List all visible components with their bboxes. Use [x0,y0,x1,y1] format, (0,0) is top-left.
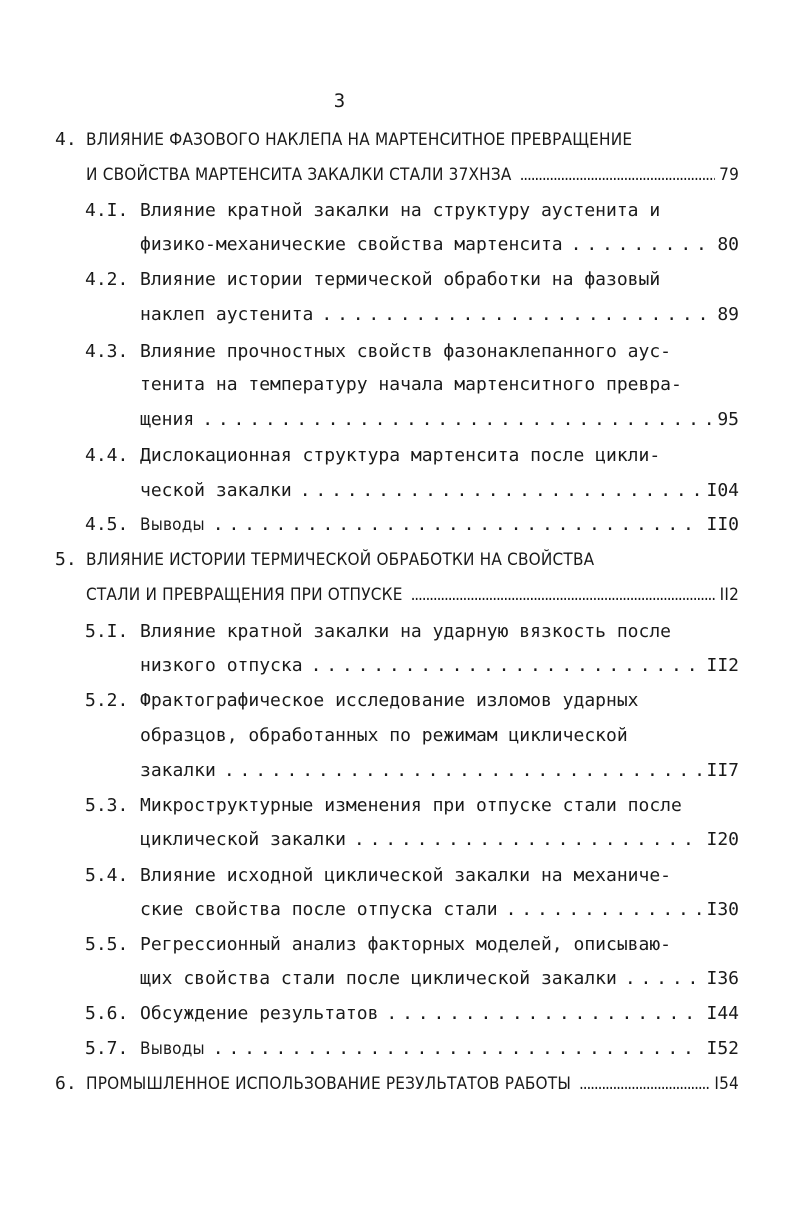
section-5-4-title-line2: ские свойства после отпуска стали [140,899,498,920]
section-4-3-title-line1: Влияние прочностных свойств фазонаклепанного аус- [140,341,672,362]
section-5-5-page: I36 [706,968,739,989]
section-4-1-title-line2: физико-механические свойства мартенсита [140,234,563,255]
section-5-3-title-line1: Микроструктурные изменения при отпуске стали после [140,795,682,816]
section-5-7-entry[interactable] [140,1034,739,1064]
chapter-6-page: I54 [714,1074,739,1094]
section-4-2-number: 4.2. [85,269,129,290]
section-4-1-entry[interactable] [140,230,739,260]
section-5-3-entry[interactable] [140,825,739,855]
section-5-6-entry[interactable] [140,999,739,1029]
section-4-3-page: 95 [717,409,739,430]
chapter-6-entry[interactable] [86,1069,739,1099]
chapter-6-number: 6. [55,1073,77,1094]
section-4-1-number: 4.I. [85,200,129,221]
chapter-4-number: 4. [55,129,77,150]
section-5-2-title-line3: закалки [140,760,216,781]
section-5-4-title-line1: Влияние исходной циклической закалки на механиче- [140,865,672,886]
chapter-4-title-line1: ВЛИЯНИЕ ФАЗОВОГО НАКЛЕПА НА МАРТЕНСИТНОЕ ПРЕВРАЩЕНИЕ [86,130,633,150]
dot-leader [579,1069,710,1099]
section-5-2-title-line2: образцов, обработанных по режимам циклической [140,725,628,746]
section-5-6-page: I44 [706,1003,739,1024]
section-5-2-number: 5.2. [85,690,129,711]
dot-leader [411,580,716,610]
dot-leader [520,160,716,190]
chapter-4-page: 79 [719,165,739,185]
section-5-5-title-line2: щих свойства стали после циклической закалки [140,968,617,989]
dot-leader [321,300,713,330]
dot-leader [506,895,703,925]
section-4-5-number: 4.5. [85,514,129,535]
section-4-5-title: Выводы [140,515,205,535]
section-4-3-number: 4.3. [85,341,129,362]
dot-leader [213,1034,703,1064]
section-4-4-entry[interactable] [140,476,739,506]
section-4-5-entry[interactable] [140,510,739,540]
chapter-5-title-line2: СТАЛИ И ПРЕВРАЩЕНИЯ ПРИ ОТПУСКЕ [86,585,403,605]
section-5-3-page: I20 [706,829,739,850]
section-5-3-title-line2: циклической закалки [140,829,346,850]
page-number: 3 [333,90,346,112]
section-5-1-title-line2: низкого отпуска [140,655,303,676]
dot-leader [386,999,702,1029]
section-4-3-entry[interactable] [140,405,739,435]
chapter-6-title: ПРОМЫШЛЕННОЕ ИСПОЛЬЗОВАНИЕ РЕЗУЛЬТАТОВ РАБОТЫ [86,1074,572,1094]
section-4-2-page: 89 [717,304,739,325]
section-4-3-title-line3: щения [140,409,195,430]
section-5-1-page: II2 [706,655,739,676]
section-4-2-title-line1: Влияние истории термической обработки на фазовый [140,269,661,290]
section-5-2-entry[interactable] [140,756,739,786]
chapter-4-entry[interactable] [86,160,739,190]
section-4-1-page: 80 [717,234,739,255]
dot-leader [625,964,703,994]
section-5-3-number: 5.3. [85,795,129,816]
section-5-1-number: 5.I. [85,621,129,642]
section-5-2-page: II7 [706,760,739,781]
section-5-6-title: Обсуждение результатов [140,1003,379,1024]
section-5-5-entry[interactable] [140,964,739,994]
dot-leader [311,651,703,681]
section-4-1-title-line1: Влияние кратной закалки на структуру аустенита и [140,200,661,221]
section-4-2-title-line2: наклеп аустенита [140,304,314,325]
dot-leader [213,510,703,540]
chapter-4-title-line2: И СВОЙСТВА МАРТЕНСИТА ЗАКАЛКИ СТАЛИ 37ХНЗА [86,165,512,185]
dot-leader [224,756,703,786]
section-4-4-page: I04 [706,480,739,501]
section-4-4-number: 4.4. [85,445,129,466]
section-5-1-entry[interactable] [140,651,739,681]
section-5-4-number: 5.4. [85,865,129,886]
chapter-5-number: 5. [55,549,77,570]
chapter-5-entry[interactable] [86,580,739,610]
section-4-5-page: II0 [706,514,739,535]
section-5-2-title-line1: Фрактографическое исследование изломов ударных [140,690,639,711]
section-4-4-title-line2: ческой закалки [140,480,292,501]
section-5-7-page: I52 [706,1038,739,1059]
section-4-2-entry[interactable] [140,300,739,330]
chapter-5-page: II2 [719,585,739,605]
dot-leader [571,230,714,260]
section-5-4-page: I30 [706,899,739,920]
section-4-3-title-line2: тенита на температуру начала мартенситного превра- [140,374,682,395]
section-5-5-number: 5.5. [85,934,129,955]
chapter-5-title-line1: ВЛИЯНИЕ ИСТОРИИ ТЕРМИЧЕСКОЙ ОБРАБОТКИ НА СВОЙСТВА [86,550,595,570]
section-5-6-number: 5.6. [85,1003,129,1024]
section-4-4-title-line1: Дислокационная структура мартенсита после цикли- [140,445,661,466]
dot-leader [300,476,703,506]
section-5-7-number: 5.7. [85,1038,129,1059]
section-5-5-title-line1: Регрессионный анализ факторных моделей, описываю- [140,934,672,955]
section-5-7-title: Выводы [140,1039,205,1059]
section-5-1-title-line1: Влияние кратной закалки на ударную вязкость после [140,621,672,642]
dot-leader [202,405,713,435]
section-5-4-entry[interactable] [140,895,739,925]
dot-leader [354,825,703,855]
